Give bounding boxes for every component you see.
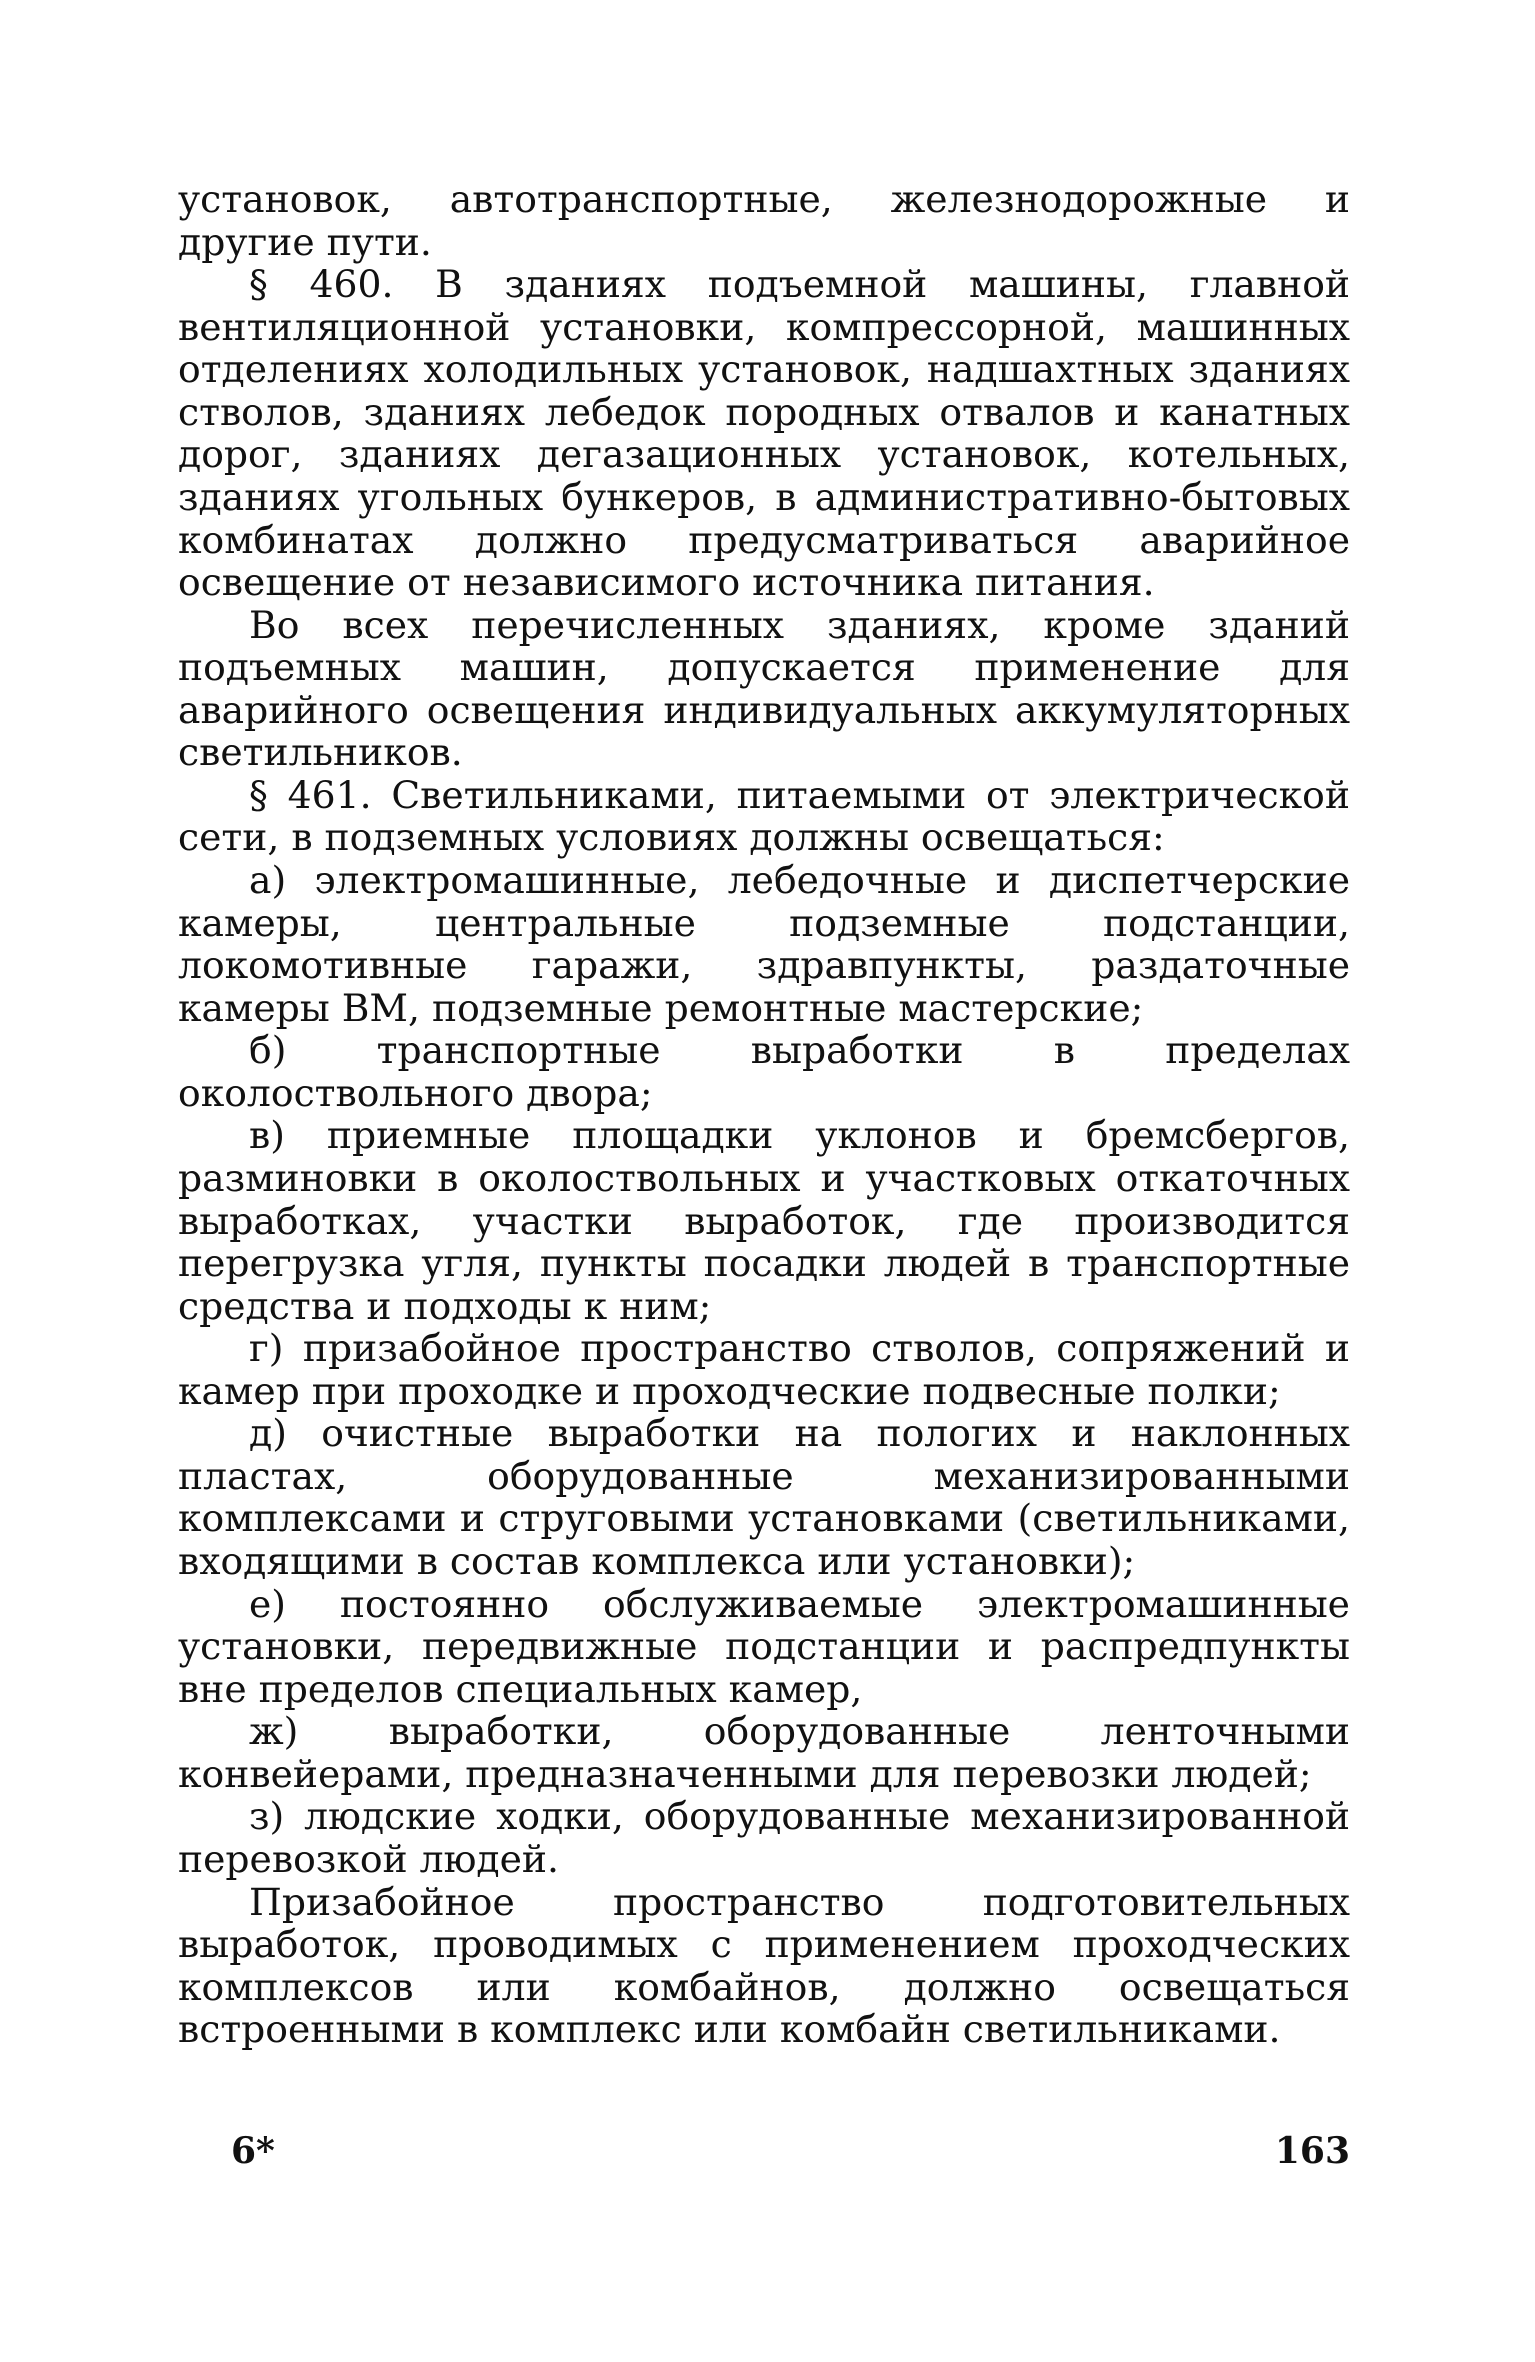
page-number: 163 <box>1274 2130 1350 2172</box>
list-item-a: а) электромашинные, лебедочные и диспетчерские камеры, центральные подземные подстанции, локомотивные гаражи, здравпункты, раздаточные камеры ВМ, подземные ремонтные мастерские; <box>178 858 1350 1030</box>
list-item-v: в) приемные площадки уклонов и бремсбергов, разминовки в околоствольных и участковых откаточных выработках, участки выработок, где производится перегрузка угля, пункты посадки людей в транспортные средства и подходы к ним; <box>178 1113 1350 1328</box>
list-item-zh: ж) выработки, оборудованные ленточными конвейерами, предназначенными для перевозки людей; <box>178 1709 1350 1796</box>
paragraph-face-lighting: Призабойное пространство подготовительных выработок, проводимых с применением проходческих комплексов или комбайнов, должно освещаться встроенными в комплекс или комбайн светильниками. <box>178 1879 1350 2052</box>
signature-mark: 6* <box>231 2130 275 2172</box>
page-text <box>178 178 1350 2051</box>
list-item-d: д) очистные выработки на пологих и наклонных пластах, оборудованные механизированными комплексами и струговыми установками (светильниками, входящими в состав комплекса или установки); <box>178 1411 1350 1583</box>
paragraph-section-461: § 461. Светильниками, питаемыми от электрической сети, в подземных условиях должны освещаться: <box>178 772 1350 860</box>
list-item-g: г) призабойное пространство стволов, сопряжений и камер при проходке и проходческие подвесные полки; <box>178 1326 1350 1413</box>
list-item-e: е) постоянно обслуживаемые электромашинные установки, передвижные подстанции и распредпункты вне пределов специальных камер, <box>178 1581 1350 1711</box>
paragraph-continuation: установок, автотранспортные, железнодорожные и другие пути. <box>178 177 1350 264</box>
paragraph-section-460: § 460. В зданиях подъемной машины, главной вентиляционной установки, компрессорной, машинных отделениях холодильных установок, надшахтных зданиях стволов, зданиях лебедок породных отвалов и канатных дорог, зданиях дегазационных установок, котельных, зданиях угольных бункеров, в административно-бытовых комбинатах должно предусматриваться аварийное освещение от независимого источника питания. <box>178 262 1350 605</box>
list-item-b: б) транспортные выработки в пределах околоствольного двора; <box>178 1028 1350 1115</box>
page-footer <box>178 2130 1350 2180</box>
list-item-z: з) людские ходки, оборудованные механизированной перевозкой людей. <box>178 1794 1350 1881</box>
paragraph-emergency-lighting: Во всех перечисленных зданиях, кроме зданий подъемных машин, допускается применение для аварийного освещения индивидуальных аккумуляторных светильников. <box>178 602 1350 775</box>
